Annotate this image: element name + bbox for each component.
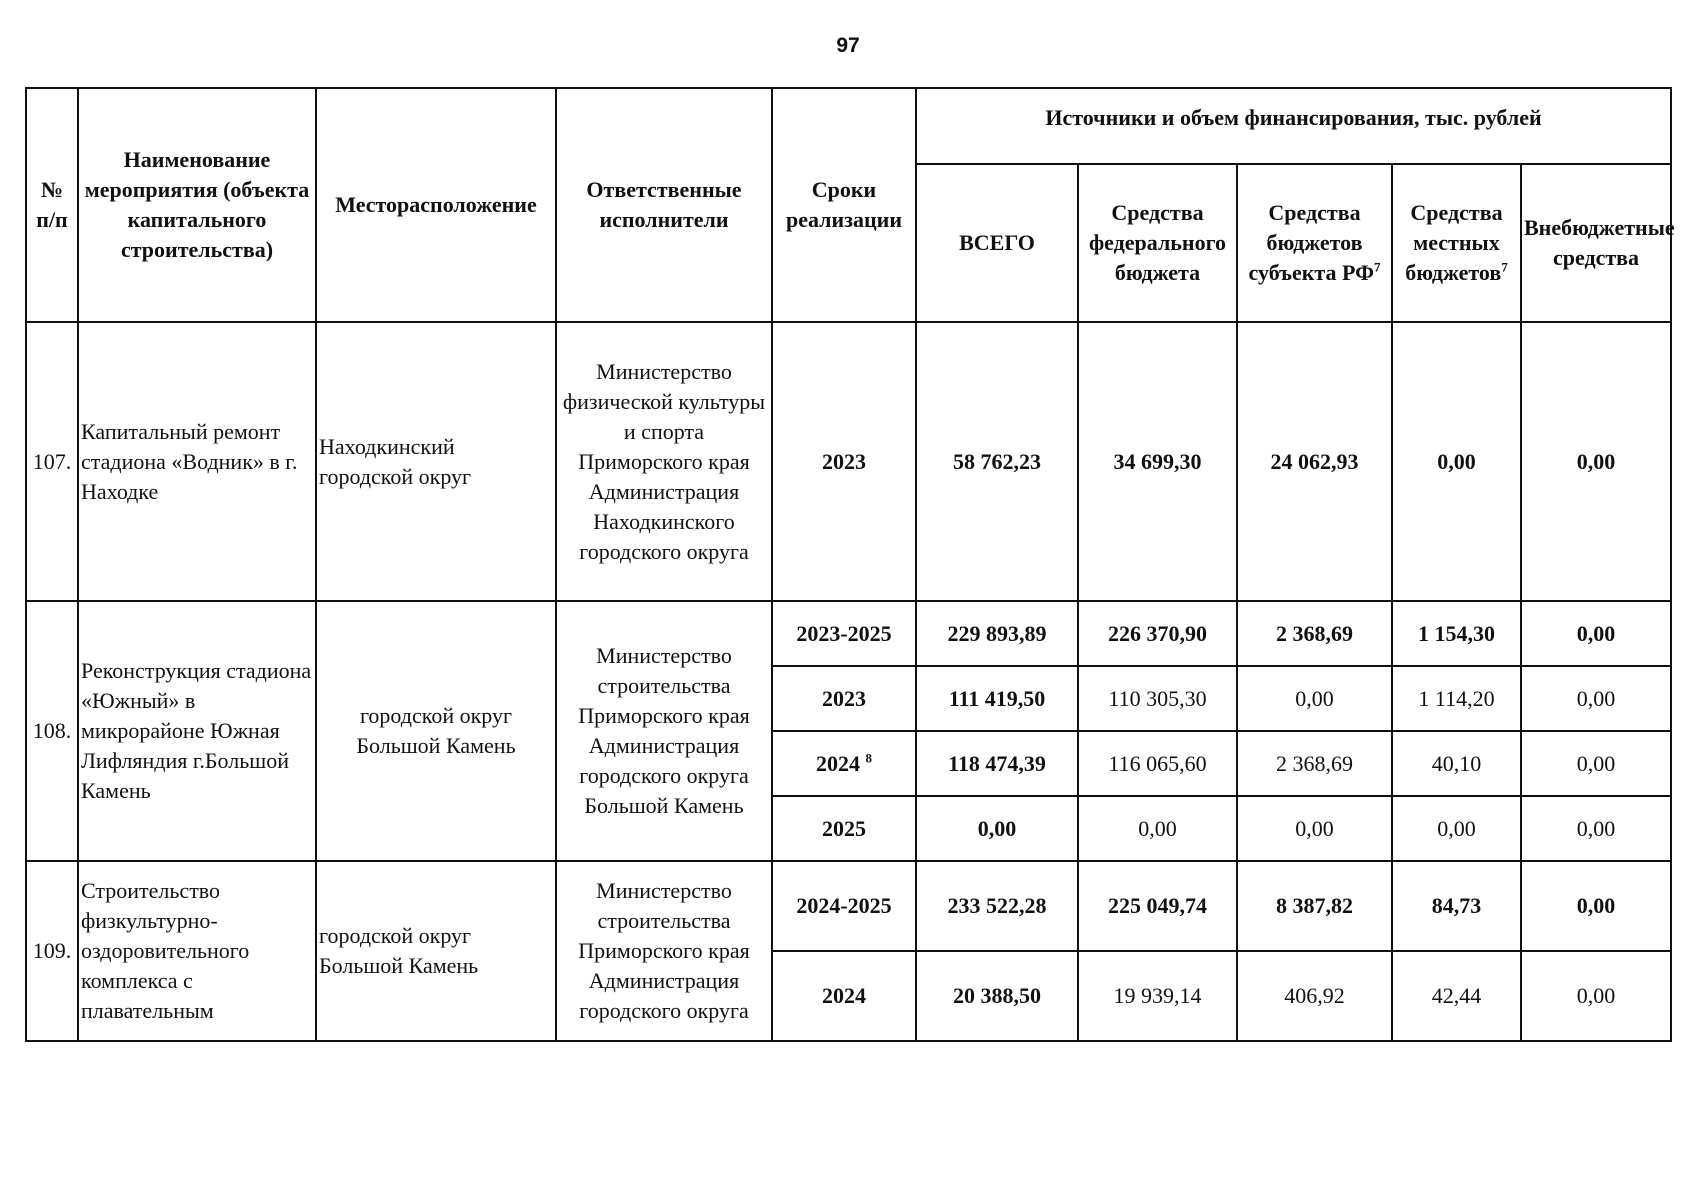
row-subject: 2 368,69 [1237, 731, 1392, 796]
row-year: 2023-2025 [772, 601, 916, 666]
header-executors: Ответственные исполнители [556, 88, 772, 322]
header-subject-label: Средства бюджетов субъекта РФ [1248, 200, 1374, 285]
row-total: 0,00 [916, 796, 1078, 861]
row-year: 2024-2025 [772, 861, 916, 951]
page-number: 97 [836, 34, 860, 57]
row-total: 233 522,28 [916, 861, 1078, 951]
row-total: 118 474,39 [916, 731, 1078, 796]
header-local-label: Средства местных бюджетов [1405, 200, 1503, 285]
row-federal: 226 370,90 [1078, 601, 1237, 666]
row-federal: 225 049,74 [1078, 861, 1237, 951]
row-offbudget: 0,00 [1521, 601, 1671, 666]
row-federal: 110 305,30 [1078, 666, 1237, 731]
row-federal: 0,00 [1078, 796, 1237, 861]
row-offbudget: 0,00 [1521, 731, 1671, 796]
header-subject-footnote: 7 [1373, 259, 1381, 275]
row-subject: 0,00 [1237, 666, 1392, 731]
header-location: Месторасположение [316, 88, 556, 322]
row-offbudget: 0,00 [1521, 951, 1671, 1041]
row-year-label: 2024 [816, 750, 860, 776]
row-total: 20 388,50 [916, 951, 1078, 1041]
row-subject: 0,00 [1237, 796, 1392, 861]
row-location: городской округ Большой Камень [316, 601, 556, 861]
row-name: Реконструкция стадиона «Южный» в микрорайоне Южная Лифляндия г.Большой Камень [78, 601, 316, 861]
header-period: Сроки реализации [772, 88, 916, 322]
row-year: 2024 [772, 951, 916, 1041]
row-local: 84,73 [1392, 861, 1521, 951]
row-local: 40,10 [1392, 731, 1521, 796]
header-local [1392, 164, 1521, 322]
row-executors: Министерство строительства Приморского края Администрация городского округа Большой Камень [556, 601, 772, 861]
row-year [772, 731, 916, 796]
row-year: 2023 [772, 322, 916, 601]
row-year: 2025 [772, 796, 916, 861]
row-local: 42,44 [1392, 951, 1521, 1041]
row-federal: 34 699,30 [1078, 322, 1237, 601]
row-total: 111 419,50 [916, 666, 1078, 731]
row-offbudget: 0,00 [1521, 796, 1671, 861]
row-subject: 2 368,69 [1237, 601, 1392, 666]
row-year: 2023 [772, 666, 916, 731]
table-row [26, 861, 1671, 951]
row-subject: 8 387,82 [1237, 861, 1392, 951]
header-total: ВСЕГО [916, 164, 1078, 322]
table-row [26, 322, 1671, 601]
row-total: 229 893,89 [916, 601, 1078, 666]
header-sources-group: Источники и объем финансирования, тыс. рублей [916, 88, 1671, 164]
row-federal: 19 939,14 [1078, 951, 1237, 1041]
row-num: 108. [26, 601, 78, 861]
financing-table [25, 87, 1675, 1042]
row-local: 1 114,20 [1392, 666, 1521, 731]
header-name: Наименование мероприятия (объекта капитального строительства) [78, 88, 316, 322]
row-year-footnote: 8 [865, 750, 872, 766]
header-num: № п/п [26, 88, 78, 322]
row-offbudget: 0,00 [1521, 861, 1671, 951]
row-executors: Министерство физической культуры и спорта Приморского края Администрация Находкинского городского округа [556, 322, 772, 601]
row-local: 1 154,30 [1392, 601, 1521, 666]
table-row [26, 601, 1671, 666]
row-name: Строительство физкультурно-оздоровительного комплекса с плавательным [78, 861, 316, 1041]
row-name: Капитальный ремонт стадиона «Водник» в г. Находке [78, 322, 316, 601]
row-executors: Министерство строительства Приморского края Администрация городского округа [556, 861, 772, 1041]
row-location: городской округ Большой Камень [316, 861, 556, 1041]
row-local: 0,00 [1392, 796, 1521, 861]
row-offbudget: 0,00 [1521, 666, 1671, 731]
row-subject: 24 062,93 [1237, 322, 1392, 601]
row-num: 107. [26, 322, 78, 601]
row-local: 0,00 [1392, 322, 1521, 601]
header-offbudget: Внебюджетные средства [1521, 164, 1671, 322]
row-location: Находкинский городской округ [316, 322, 556, 601]
row-subject: 406,92 [1237, 951, 1392, 1041]
row-total: 58 762,23 [916, 322, 1078, 601]
header-local-footnote: 7 [1501, 259, 1508, 275]
header-subject [1237, 164, 1392, 322]
header-federal: Средства федерального бюджета [1078, 164, 1237, 322]
row-offbudget: 0,00 [1521, 322, 1671, 601]
row-num: 109. [26, 861, 78, 1041]
row-federal: 116 065,60 [1078, 731, 1237, 796]
